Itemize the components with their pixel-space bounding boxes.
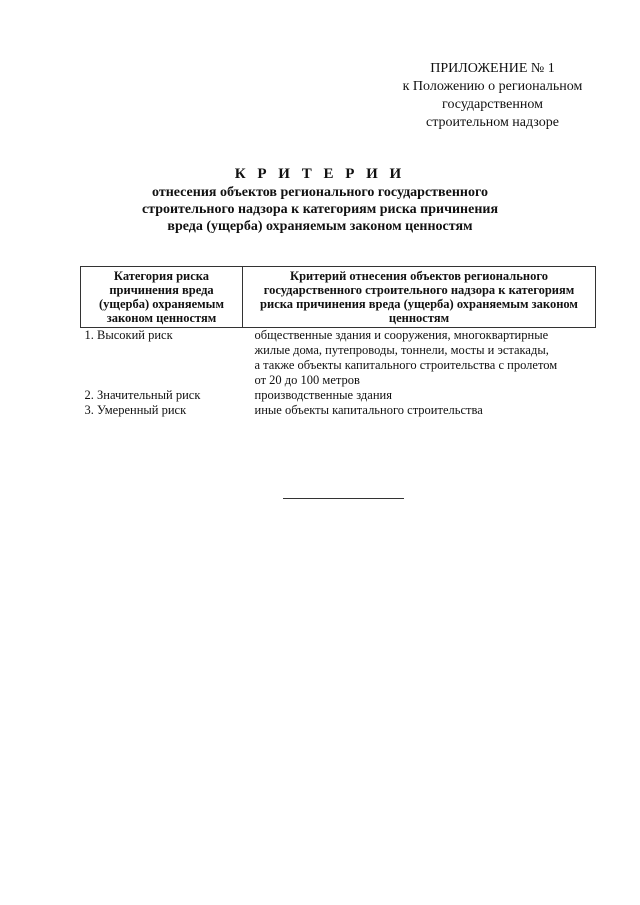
risk-criterion [243,328,596,389]
criterion-line: а также объекты капитального строительства с пролетом [254,358,558,372]
table-row [81,388,596,403]
table-row [81,403,596,418]
criterion-line: общественные здания и сооружения, многоквартирные [254,328,549,342]
closing-rule [283,498,404,499]
table-header-row [81,267,596,328]
title-subtitle-line: вреда (ущерба) охраняемым законом ценностям [167,219,473,234]
criterion-line: жилые дома, путепроводы, тоннели, мосты и эстакады, [254,343,549,357]
appendix-reference: строительном надзоре [426,115,559,130]
risk-criterion [243,403,596,418]
column-header-criterion: Критерий отнесения объектов регионального государственного строительного надзора к категориям риска причинения вреда (ущерба) охраняемым законом ценностям [243,267,596,328]
risk-criterion [243,388,596,403]
document-title [60,164,580,235]
risk-category: 1. Высокий риск [84,328,173,342]
appendix-header [380,60,605,132]
title-subtitle-line: отнесения объектов регионального государственного [152,185,488,200]
risk-category: 3. Умеренный риск [84,403,187,417]
title-main: К Р И Т Е Р И И [234,166,406,182]
risk-category: 2. Значительный риск [84,388,201,402]
appendix-number: ПРИЛОЖЕНИЕ № 1 [430,61,555,76]
criterion-line: производственные здания [254,388,392,402]
criteria-table [80,266,596,418]
column-header-category: Категория риска причинения вреда (ущерба) охраняемым законом ценностям [81,267,243,328]
title-subtitle-line: строительного надзора к категориям риска причинения [141,202,499,217]
criterion-line: иные объекты капитального строительства [254,403,483,417]
table-row [81,328,596,389]
criterion-line: от 20 до 100 метров [254,373,360,387]
appendix-reference: государственном [442,97,543,112]
appendix-reference: к Положению о региональном [402,79,583,94]
